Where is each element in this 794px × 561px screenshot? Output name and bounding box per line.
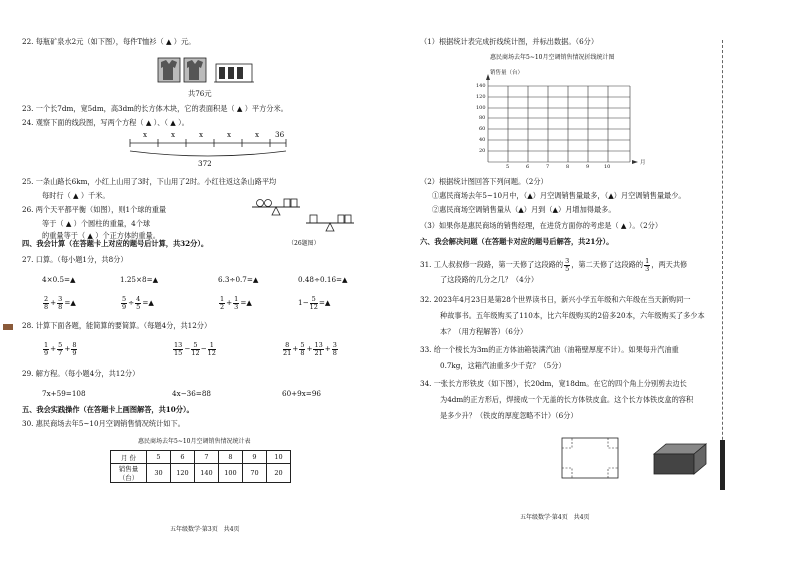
question-30: 30. 惠民商场去年5~10月空调销售情况统计如下。 bbox=[22, 419, 185, 428]
tshirt-bottles-figure bbox=[156, 56, 256, 86]
part-1: （1）根据统计表完成折线统计图，并标出数据。（6分） bbox=[420, 37, 599, 46]
table-row: 销售量（台） 30 120 140 100 70 20 bbox=[111, 464, 291, 483]
y-tick-20: 20 bbox=[479, 148, 486, 154]
part-2: （2）根据统计图回答下列问题。（2分） bbox=[420, 177, 548, 186]
question-32-line2: 种故事书。五年级购买了110本，比六年级购买的2倍多20本，六年级购买了多少本 bbox=[440, 311, 705, 320]
left-footer: 五年级数学·第3页 共4页 bbox=[170, 526, 240, 533]
question-25-line1: 25. 一条山路长6km，小红上山用了3时，下山用了2时。小红往返这条山路平均 bbox=[22, 177, 277, 186]
question-32-line1: 32. 2023年4月23日是第28个世界读书日，新兴小学五年级和六年级在当天新购同一 bbox=[420, 295, 691, 304]
question-28: 28. 计算下面各题，能简算的要简算。（每题4分，共12分） bbox=[22, 321, 212, 330]
q27-item-7: $\frac{1}{2}$ + $\frac{1}{3}$ =▲ bbox=[220, 295, 252, 311]
segment-label-3: x bbox=[199, 130, 204, 139]
x-tick-10: 10 bbox=[604, 164, 611, 170]
question-34-line2: 为4dm的正方形后，焊接成一个无盖的长方体铁皮盒。这个长方体铁皮盒的容积 bbox=[440, 395, 694, 404]
x-tick-5: 5 bbox=[506, 164, 510, 170]
cut-sheet-figure bbox=[560, 436, 620, 480]
balance-figure bbox=[248, 193, 358, 233]
y-tick-60: 60 bbox=[479, 126, 486, 132]
question-22: 22. 每瓶矿泉水2元（如下图），每件T恤衫（ ▲ ）元。 bbox=[22, 37, 196, 46]
section-6-heading: 六、我会解决问题（在答题卡对应的题号后解答，共21分）。 bbox=[420, 237, 614, 246]
section-4-heading: 四、我会计算（在答题卡上对应的题号后计算，共32分）。 bbox=[22, 239, 209, 248]
table-row: 月 份 5 6 7 8 9 10 bbox=[111, 451, 291, 464]
sales-table-title: 惠民商场去年5~10月空调销售情况统计表 bbox=[138, 438, 251, 445]
x-tick-6: 6 bbox=[526, 164, 530, 170]
question-26-line1: 26. 两个天平都平衡（如图），则1个球的重量 bbox=[22, 205, 167, 214]
question-27: 27. 口算。（每小题1分，共8分） bbox=[22, 255, 128, 264]
question-31-line2: 了这段路的几分之几？（4分） bbox=[440, 275, 539, 284]
section-5-heading: 五、我会实践操作（在答题卡上画图解答，共10分）。 bbox=[22, 405, 194, 414]
question-33-line2: 0.7kg，这箱汽油重多少千克？（5分） bbox=[440, 361, 566, 370]
q28-item-2: $\frac{13}{15}$ − $\frac{5}{12}$ − $\frac{1}{12}$ bbox=[174, 341, 216, 357]
segment-label-4: x bbox=[227, 130, 232, 139]
sales-table bbox=[110, 450, 291, 483]
question-34-line1: 34. 一张长方形铁皮（如下图），长20dm，宽18dm。在它的四个角上分别剪去边长 bbox=[420, 379, 687, 388]
binding-line bbox=[722, 40, 723, 490]
open-box-figure bbox=[650, 440, 710, 480]
q29-equation-2: 4x−36=88 bbox=[172, 389, 211, 398]
y-tick-140: 140 bbox=[476, 83, 486, 89]
y-tick-40: 40 bbox=[479, 137, 486, 143]
question-34-line3: 是多少升？（铁皮的厚度忽略不计）（6分） bbox=[440, 411, 578, 420]
right-footer: 五年级数学·第4页 共4页 bbox=[520, 514, 590, 521]
q27-item-8: 1− $\frac{5}{12}$ =▲ bbox=[298, 295, 331, 311]
question-33-line1: 33. 给一个棱长为3m的正方体油箱装满汽油（油箱壁厚度不计）。如果每升汽油重 bbox=[420, 345, 679, 354]
line-chart-grid bbox=[470, 62, 670, 174]
question-32-line3: 本？（用方程解答）（6分） bbox=[440, 327, 528, 336]
x-tick-7: 7 bbox=[546, 164, 550, 170]
segment-total: 372 bbox=[198, 159, 212, 168]
binding-mark bbox=[3, 324, 13, 330]
graph-title: 惠民商场去年5~10月空调销售情况折线统计图 bbox=[490, 54, 615, 61]
y-tick-120: 120 bbox=[476, 94, 486, 100]
graph-unit: 销售量（台） bbox=[490, 70, 524, 76]
y-tick-80: 80 bbox=[479, 115, 486, 121]
segment-label-5: x bbox=[255, 130, 260, 139]
question-23: 23. 一个长7dm，宽5dm，高3dm的长方体木块，它的表面积是（ ▲ ）平方分米。 bbox=[22, 104, 288, 113]
segment-label-2: x bbox=[171, 130, 176, 139]
part-2-q2: ②惠民商场空调销售量从（▲）月到（▲）月增加得最多。 bbox=[432, 205, 616, 214]
question-26-line3: 的重量等于（ ▲ ）个正方体的重量。 bbox=[42, 231, 160, 240]
question-31-line1: 31. 工人叔叔修一段路，第一天修了这段路的 $\frac{3}{5}$ ，第二天修了这段路的 $\frac{1}{3}$ ，两天共修 bbox=[420, 257, 688, 273]
q27-item-1: 4×0.5=▲ bbox=[42, 275, 76, 284]
q27-item-5: $\frac{2}{8}$ + $\frac{3}{8}$ =▲ bbox=[44, 295, 76, 311]
question-26-line2: 等于（ ▲ ）个圆柱的重量，4个球 bbox=[42, 219, 151, 228]
part-3: （3）如果你是惠民商场的销售经理，在进货方面你的考虑是（ ▲ ）。（2分） bbox=[420, 221, 663, 230]
x-tick-8: 8 bbox=[566, 164, 570, 170]
q27-item-3: 6.3÷0.7=▲ bbox=[218, 275, 259, 284]
binding-bar bbox=[720, 440, 725, 490]
y-tick-100: 100 bbox=[476, 105, 486, 111]
x-axis-unit: 月 bbox=[640, 160, 646, 166]
q22-caption: 共76元 bbox=[188, 89, 212, 98]
x-tick-9: 9 bbox=[586, 164, 590, 170]
q28-item-1: $\frac{1}{9}$ + $\frac{5}{7}$ + $\frac{8}{9}$ bbox=[44, 341, 77, 357]
q26-caption: （26题图） bbox=[288, 240, 320, 247]
question-25-line2: 每时行（ ▲ ）千米。 bbox=[42, 191, 110, 200]
q27-item-2: 1.25×8=▲ bbox=[120, 275, 159, 284]
q28-item-3: $\frac{8}{21}$ + $\frac{5}{8}$ + $\frac{13}{21}$ + $\frac{3}{8}$ bbox=[283, 341, 337, 357]
segment-label-36: 36 bbox=[275, 130, 285, 139]
q27-item-6: $\frac{5}{9}$ ÷ $\frac{4}{5}$ =▲ bbox=[122, 295, 154, 311]
part-2-q1: ①惠民商场去年5~10月中，（▲）月空调销售量最多，（▲）月空调销售量最少。 bbox=[432, 191, 686, 200]
q29-equation-1: 7x+59=108 bbox=[42, 389, 86, 398]
q29-equation-3: 60+9x=96 bbox=[282, 389, 321, 398]
q27-item-4: 0.48÷0.16=▲ bbox=[298, 275, 348, 284]
segment-label-1: x bbox=[143, 130, 148, 139]
question-29: 29. 解方程。（每小题4分，共12分） bbox=[22, 369, 140, 378]
question-24: 24. 观察下面的线段图，写两个方程（ ▲ ）、（ ▲ ）。 bbox=[22, 118, 189, 127]
